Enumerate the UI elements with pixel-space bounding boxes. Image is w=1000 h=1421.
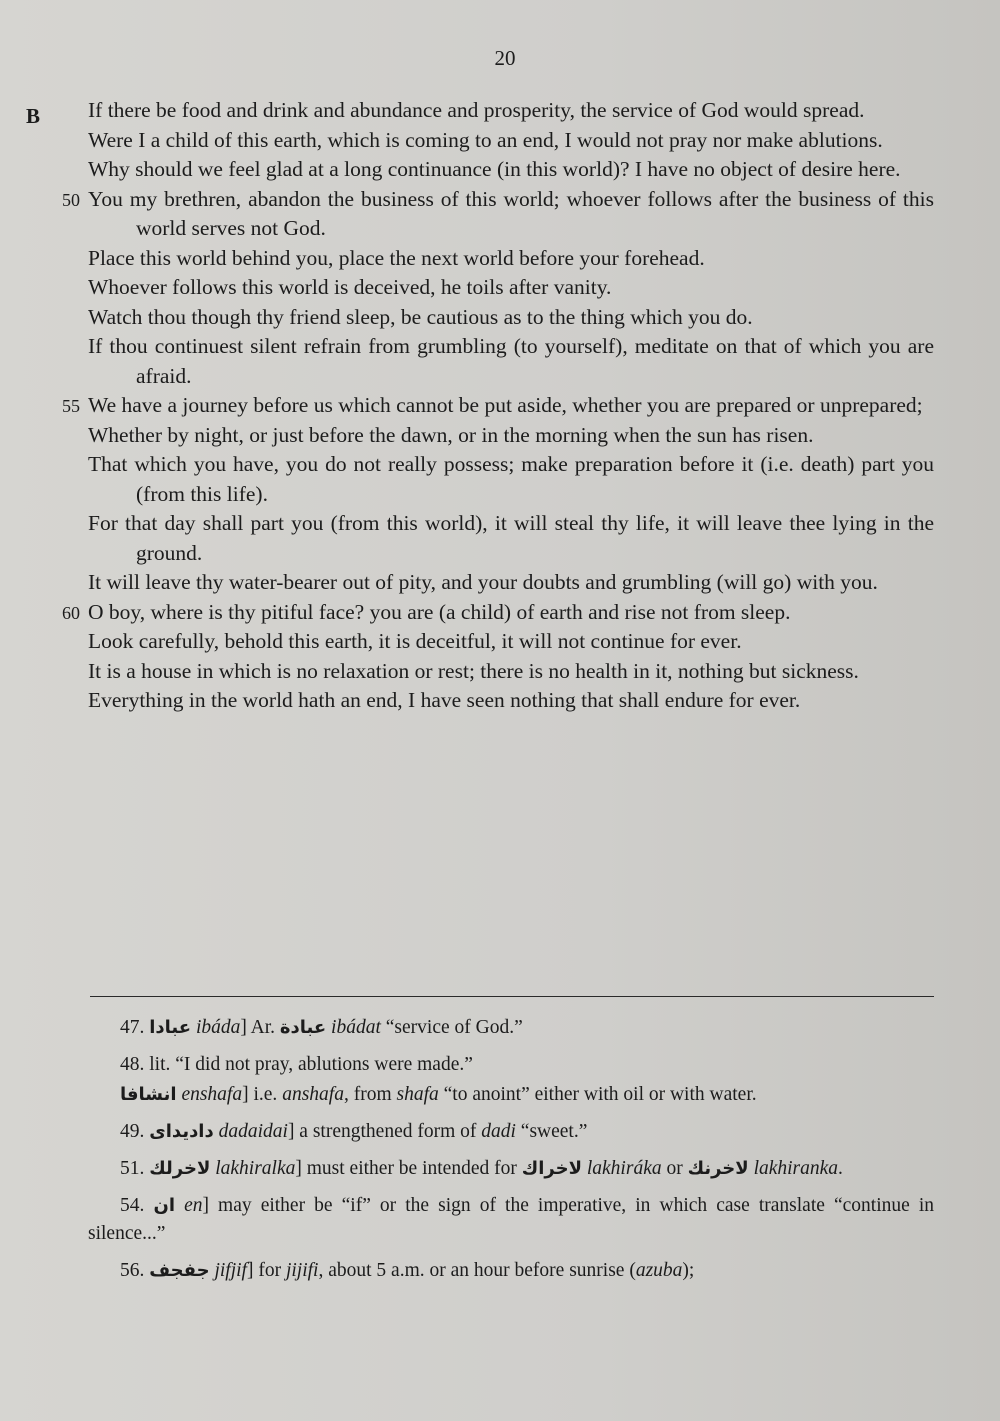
- verse-line: [62, 185, 934, 244]
- verse-text: It is a house in which is no relaxation or rest; there is no health in it, nothing but sickness.: [88, 658, 859, 683]
- arabic-word: عبادة: [279, 1017, 327, 1038]
- footnote-divider: [90, 996, 934, 997]
- footnote-47: [88, 1014, 934, 1042]
- note-text: “sweet.”: [515, 1121, 588, 1142]
- note-text: );: [682, 1260, 695, 1281]
- transliteration: dadi: [481, 1121, 516, 1142]
- footnote-56: [88, 1257, 934, 1285]
- page-number: 20: [494, 46, 516, 70]
- transliteration: anshafa: [282, 1084, 344, 1105]
- footnotes: [88, 1014, 934, 1294]
- note-text: “to anoint” either with oil or with water.: [438, 1084, 757, 1105]
- transliteration: shafa: [396, 1084, 439, 1105]
- footnote-49: [88, 1118, 934, 1146]
- transliteration: en: [184, 1195, 203, 1216]
- note-text: , about 5 a.m. or an hour before sunrise (: [318, 1260, 636, 1281]
- verse-line: [88, 244, 934, 274]
- verse-line: [88, 332, 934, 391]
- verse-text: Whoever follows this world is deceived, he toils after vanity.: [88, 275, 612, 299]
- transliteration: enshafa: [181, 1084, 243, 1105]
- note-number: 54.: [120, 1195, 145, 1216]
- verse-text: Whether by night, or just before the dawn, or in the morning when the sun has risen.: [88, 422, 814, 447]
- arabic-word: عبادا: [149, 1017, 192, 1038]
- note-number: 47.: [120, 1017, 145, 1038]
- arabic-word: لاخراك: [521, 1158, 582, 1179]
- arabic-word: ان: [153, 1195, 175, 1216]
- transliteration: ibáda: [195, 1017, 241, 1038]
- verse-text: Look carefully, behold this earth, it is deceitful, it will not continue for ever.: [88, 629, 742, 653]
- note-text: ] i.e.: [242, 1084, 283, 1105]
- verse-text: It will leave thy water-bearer out of pity, and your doubts and grumbling (will go) with you.: [88, 570, 878, 594]
- note-text: ] must either be intended for: [295, 1158, 522, 1179]
- verse-line: [88, 126, 934, 156]
- verse-text: That which you have, you do not really possess; make preparation before it (i.e. death) part you (from this life).: [88, 452, 934, 506]
- verse-line: [88, 568, 934, 598]
- note-text: .: [838, 1158, 843, 1179]
- margin-marker: B: [26, 104, 41, 128]
- note-number: 51.: [120, 1158, 145, 1179]
- note-text: ] may either be “if” or the sign of the imperative, in which case translate “continue in silence...”: [88, 1195, 935, 1244]
- verse-text: Were I a child of this earth, which is coming to an end, I would not pray nor make ablutions.: [88, 127, 883, 152]
- verse-line: [88, 421, 934, 451]
- transliteration: ibádat: [331, 1017, 381, 1038]
- verse-number: 55: [62, 396, 80, 416]
- footnote-51: [88, 1155, 934, 1183]
- note-text: lit. “I did not pray, ablutions were made.”: [144, 1054, 473, 1075]
- note-text: ] a strengthened form of: [287, 1121, 482, 1142]
- note-text: “service of God.”: [380, 1017, 523, 1038]
- transliteration: jifjif: [214, 1260, 247, 1281]
- verse-text: Why should we feel glad at a long continuance (in this world)? I have no object of desire here.: [88, 157, 901, 181]
- note-text: ] for: [246, 1260, 286, 1281]
- arabic-word: لاخرنك: [687, 1158, 749, 1179]
- verse-line: [88, 627, 934, 657]
- verse-text: Place this world behind you, place the next world before your forehead.: [88, 245, 705, 270]
- verse-line: [88, 686, 934, 716]
- verse-text: Watch thou though thy friend sleep, be cautious as to the thing which you do.: [88, 304, 753, 329]
- transliteration: jijifi: [285, 1260, 319, 1281]
- verse-line: [62, 391, 934, 421]
- transliteration: lakhiralka: [215, 1158, 296, 1179]
- note-number: 56.: [120, 1260, 145, 1281]
- arabic-word: لاخرلك: [149, 1158, 211, 1179]
- verse-line: [88, 155, 934, 185]
- note-text: or: [661, 1158, 688, 1179]
- verse-list: [62, 96, 934, 716]
- verse-text: For that day shall part you (from this world), it will steal thy life, it will leave thee lying in the ground.: [88, 511, 934, 565]
- verse-text: You my brethren, abandon the business of this world; whoever follows after the business of this world serves not God.: [88, 186, 934, 240]
- verse-number: 50: [62, 189, 80, 210]
- footnote-48: [88, 1051, 934, 1079]
- arabic-word: داديداى: [149, 1121, 214, 1142]
- verse-line: [88, 273, 934, 303]
- verse-line: [88, 303, 934, 333]
- note-text: , from: [343, 1084, 397, 1105]
- verse-line: [88, 509, 934, 568]
- footnote-54: [88, 1192, 934, 1248]
- verse-text: If thou continuest silent refrain from grumbling (to yourself), meditate on that of which you are afraid.: [88, 334, 934, 388]
- transliteration: azuba: [635, 1260, 683, 1281]
- transliteration: lakhiranka: [753, 1158, 839, 1179]
- verse-text: Everything in the world hath an end, I have seen nothing that shall endure for ever.: [88, 688, 801, 712]
- verse-line: [88, 657, 934, 687]
- footnote-48-continued: [88, 1081, 934, 1109]
- verse-line: [88, 450, 934, 509]
- verse-text: If there be food and drink and abundance and prosperity, the service of God would spread.: [88, 98, 865, 122]
- arabic-word: جفجف: [149, 1260, 210, 1281]
- note-text: ] Ar.: [240, 1017, 280, 1038]
- verse-text: We have a journey before us which cannot be put aside, whether you are prepared or unprepared;: [88, 393, 923, 417]
- verse-line: [88, 96, 934, 126]
- transliteration: lakhiráka: [586, 1158, 662, 1179]
- note-number: 49.: [120, 1121, 145, 1142]
- transliteration: dadaidai: [218, 1121, 288, 1142]
- arabic-word: انشافا: [120, 1084, 177, 1105]
- verse-line: [62, 598, 934, 628]
- verse-text: O boy, where is thy pitiful face? you are (a child) of earth and rise not from sleep.: [88, 599, 791, 624]
- note-number: 48.: [120, 1054, 145, 1075]
- verse-number: 60: [62, 602, 80, 623]
